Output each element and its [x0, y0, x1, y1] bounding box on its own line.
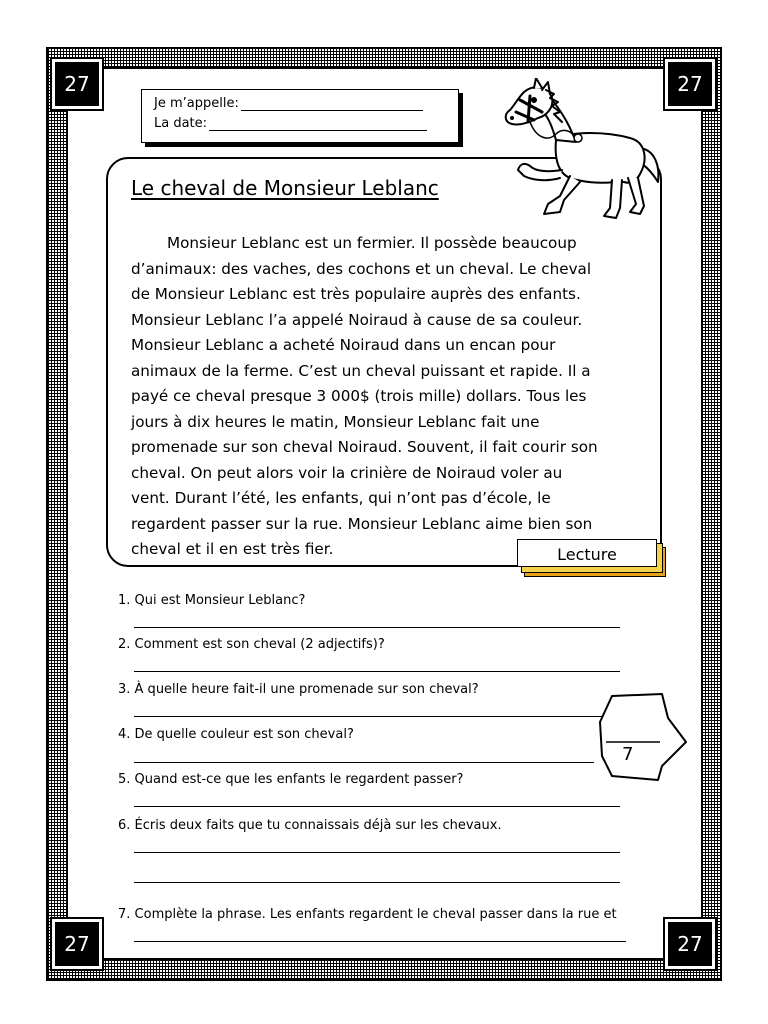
story-line: promenade sur son cheval Noiraud. Souvent, il fait courir son: [131, 438, 598, 456]
answer-line-4[interactable]: [134, 762, 594, 763]
name-field[interactable]: [241, 96, 423, 111]
story-line: regardent passer sur la rue. Monsieur Leblanc aime bien son: [131, 514, 593, 533]
lecture-tag: [517, 539, 657, 567]
horse-icon: [490, 78, 666, 228]
answer-line-7[interactable]: [134, 941, 626, 942]
page-number-top-right: 27: [665, 59, 715, 109]
question-2: 2. Comment est son cheval (2 adjectifs)?: [118, 637, 385, 652]
page-number-top-left: 27: [52, 59, 102, 109]
question-4: 4. De quelle couleur est son cheval?: [118, 727, 354, 742]
story-line: Monsieur Leblanc l’a appelé Noiraud à cause de sa couleur.: [131, 310, 583, 329]
story-line: jours à dix heures le matin, Monsieur Leblanc fait une: [131, 412, 540, 431]
page-number-bottom-right: 27: [665, 919, 715, 969]
story-line: de Monsieur Leblanc est très populaire auprès des enfants.: [131, 285, 581, 303]
name-row: [154, 96, 423, 111]
date-field[interactable]: [209, 116, 427, 131]
story-line: d’animaux: des vaches, des cochons et un cheval. Le cheval: [131, 259, 592, 278]
score-total: 7: [622, 744, 634, 765]
question-7: 7. Complète la phrase. Les enfants regardent le cheval passer dans la rue et: [118, 907, 617, 922]
page-number-bottom-left: 27: [52, 919, 102, 969]
question-5: 5. Quand est-ce que les enfants le regardent passer?: [118, 772, 464, 787]
score-badge: [592, 690, 688, 782]
question-1: 1. Qui est Monsieur Leblanc?: [118, 593, 306, 608]
answer-line-5[interactable]: [134, 806, 620, 807]
date-row: [154, 116, 427, 131]
name-label: Je m’appelle:: [154, 96, 239, 111]
answer-line-6b[interactable]: [134, 882, 620, 883]
question-6: 6. Écris deux faits que tu connaissais déjà sur les chevaux.: [118, 818, 502, 833]
story-line: animaux de la ferme. C’est un cheval puissant et rapide. Il a: [131, 361, 591, 380]
story-title: Le cheval de Monsieur Leblanc: [131, 176, 439, 200]
story-line: cheval et il en est très fier.: [131, 540, 334, 558]
story-line: payé ce cheval presque 3 000$ (trois mille) dollars. Tous les: [131, 387, 587, 405]
answer-line-6a[interactable]: [134, 852, 620, 853]
question-3: 3. À quelle heure fait-il une promenade sur son cheval?: [118, 682, 479, 697]
answer-line-1[interactable]: [134, 627, 620, 628]
story-line: vent. Durant l’été, les enfants, qui n’ont pas d’école, le: [131, 489, 551, 507]
story-line: cheval. On peut alors voir la crinière de Noiraud voler au: [131, 463, 563, 482]
story-text: [131, 231, 651, 563]
lecture-tag-label: Lecture: [557, 545, 617, 564]
story-line: Monsieur Leblanc a acheté Noiraud dans un encan pour: [131, 336, 556, 354]
student-info-box: [141, 89, 459, 143]
story-line: Monsieur Leblanc est un fermier. Il possède beaucoup: [167, 234, 577, 252]
date-label: La date:: [154, 116, 208, 131]
answer-line-2[interactable]: [134, 671, 620, 672]
answer-line-3[interactable]: [134, 716, 602, 717]
